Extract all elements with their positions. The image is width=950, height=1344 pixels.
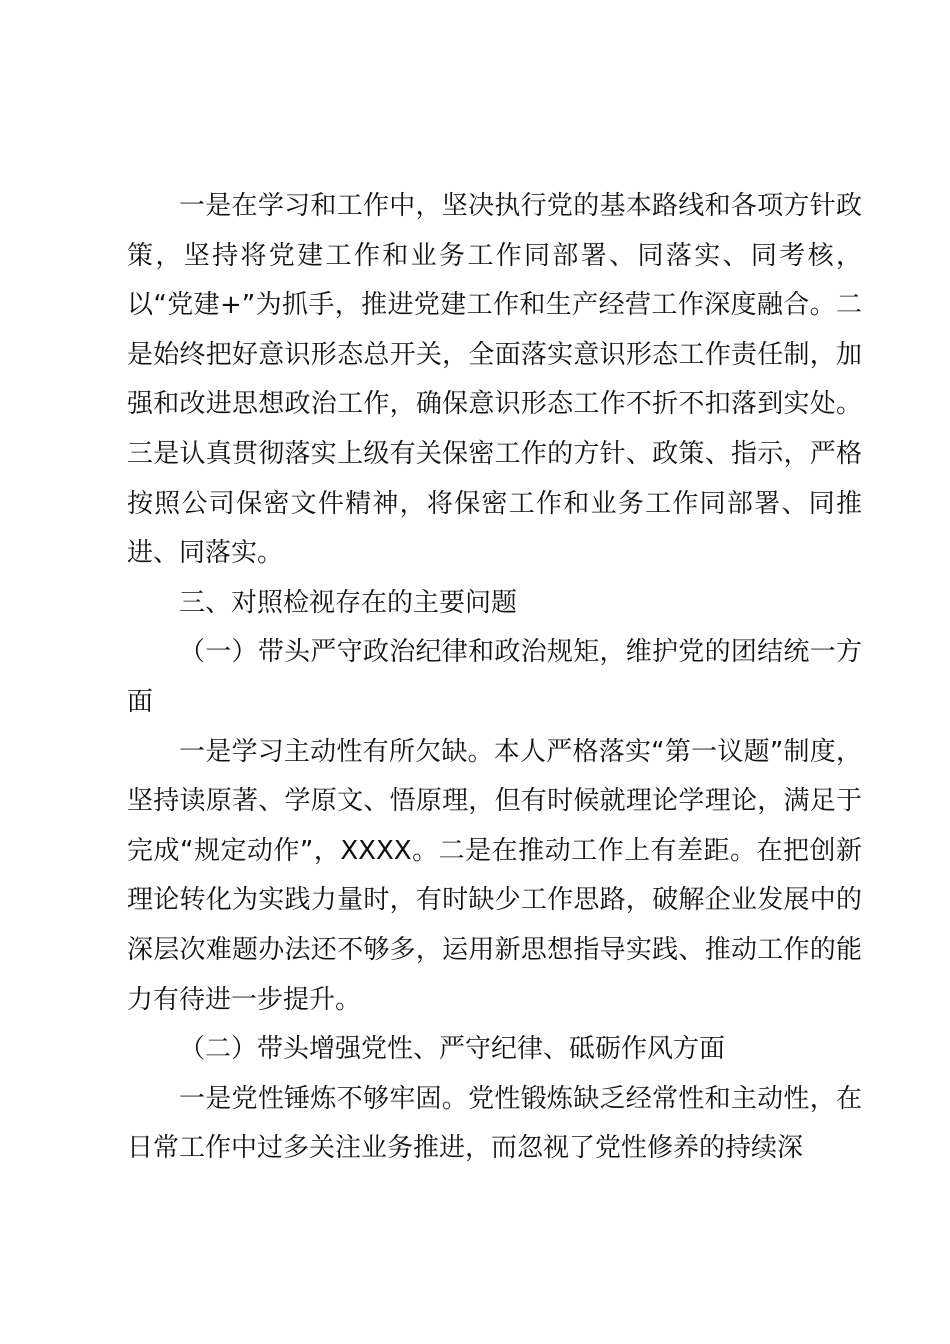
paragraph-learning-initiative: 一是学习主动性有所欠缺。本人严格落实“第一议题”制度，坚持读原著、学原文、悟原理，但有时候就理论学理论，满足于完成“规定动作”，XXXX。二是在推动工作上有差距。在把创新理论转化为实践力量时，有时缺少工作思路，破解企业发展中的深层次难题办法还不够多，运用新思想指导实践、推动工作的能力有待进一步提升。 <box>127 736 862 1015</box>
paragraph-party-spirit-tempering: 一是党性锤炼不够牢固。党性锻炼缺乏经常性和主动性，在日常工作中过多关注业务推进，而忽视了党性修养的持续深 <box>127 1083 862 1164</box>
subsection-heading-political-discipline: （一）带头严守政治纪律和政治规矩，维护党的团结统一方面 <box>127 637 862 717</box>
subsection-heading-party-spirit: （二）带头增强党性、严守纪律、砥砺作风方面 <box>179 1034 726 1065</box>
section-heading-main-problems: 三、对照检视存在的主要问题 <box>179 587 518 618</box>
paragraph-political-work: 一是在学习和工作中，坚决执行党的基本路线和各项方针政策，坚持将党建工作和业务工作同部署、同落实、同考核，以“党建+”为抓手，推进党建工作和生产经营工作深度融合。二是始终把好意识形态总开关，全面落实意识形态工作责任制，加强和改进思想政治工作，确保意识形态工作不折不扣落到实处。三是认真贯彻落实上级有关保密工作的方针、政策、指示，严格按照公司保密文件精神，将保密工作和业务工作同部署、同推进、同落实。 <box>127 191 862 569</box>
document-body <box>127 182 862 1174</box>
